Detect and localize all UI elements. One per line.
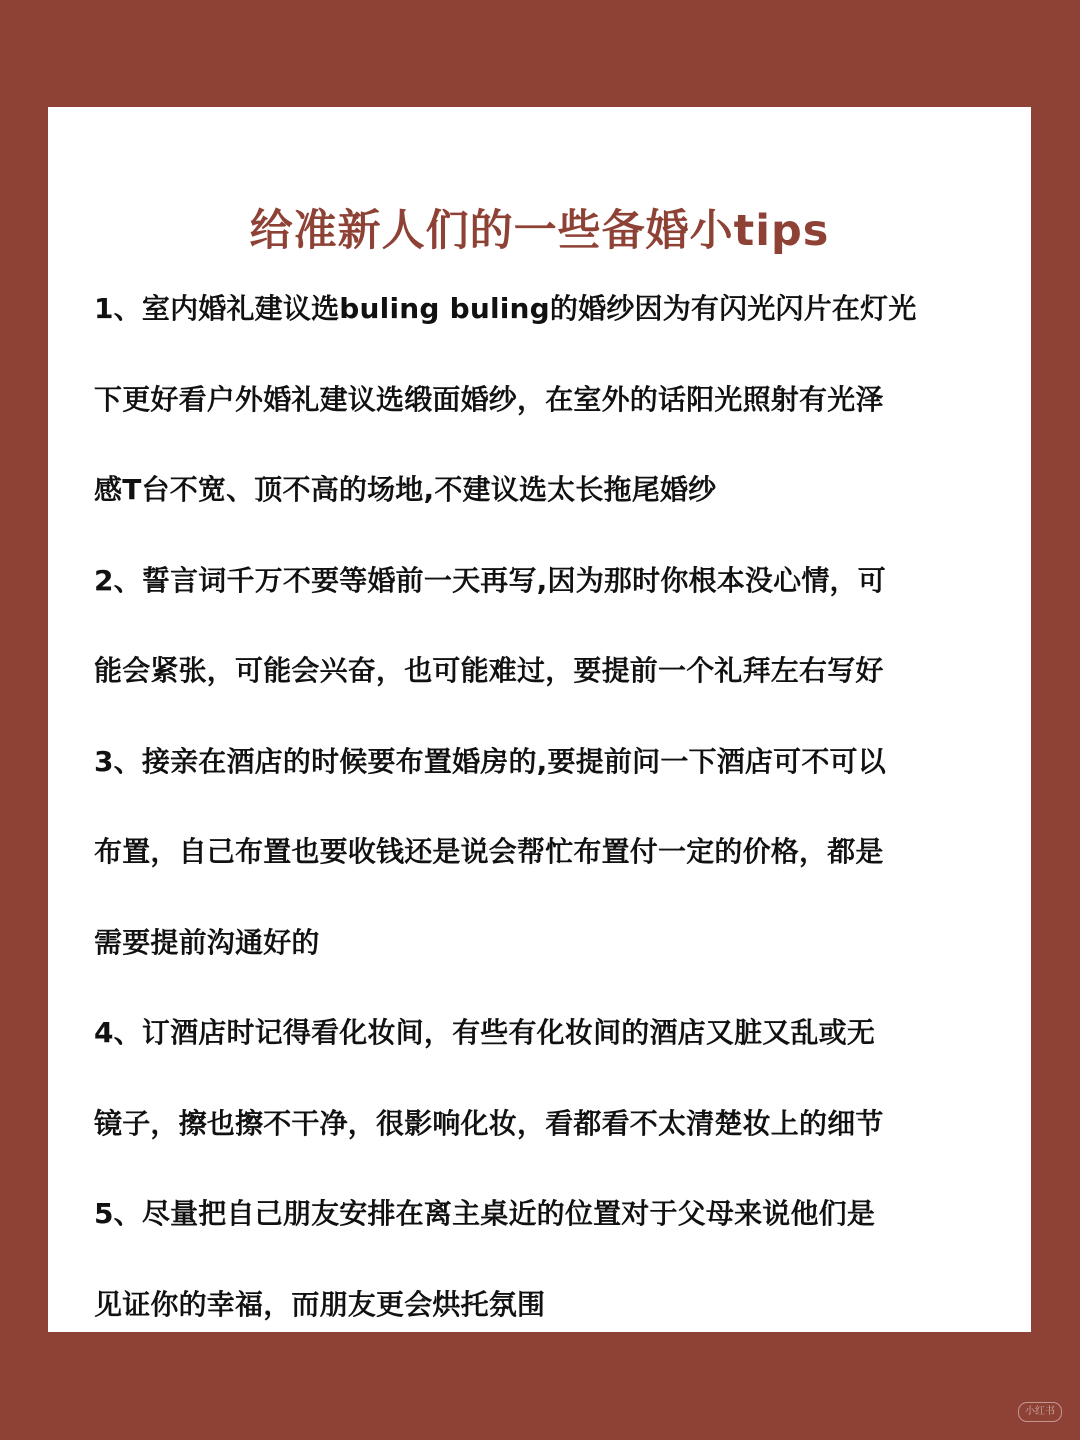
text-line: 4、订酒店时记得看化妆间，有些有化妆间的酒店又脏又乱或无 xyxy=(94,1016,876,1049)
text-line: 见证你的幸福，而朋友更会烘托氛围 xyxy=(94,1287,546,1321)
text-line: 布置，自己布置也要收钱还是说会帮忙布置付一定的价格，都是 xyxy=(94,835,884,868)
text-line: 下更好看户外婚礼建议选缎面婚纱，在室外的话阳光照射有光泽 xyxy=(94,382,884,416)
tips-text xyxy=(94,264,986,1332)
content-card xyxy=(48,107,1031,1332)
text-line: 5、尽量把自己朋友安排在离主桌近的位置对于父母来说他们是 xyxy=(94,1197,876,1230)
text-line: 3、接亲在酒店的时候要布置婚房的,要提前问一下酒店可不可以 xyxy=(94,744,886,778)
watermark-logo: 小红书 xyxy=(1018,1402,1062,1422)
text-line: 能会紧张，可能会兴奋，也可能难过，要提前一个礼拜左右写好 xyxy=(94,654,884,687)
text-line: 感T台不宽、顶不高的场地,不建议选太长拖尾婚纱 xyxy=(94,473,717,506)
text-line: 1、室内婚礼建议选buling buling的婚纱因为有闪光闪片在灯光 xyxy=(94,292,917,325)
text-line: 2、誓言词千万不要等婚前一天再写,因为那时你根本没心情，可 xyxy=(94,563,886,597)
text-line: 需要提前沟通好的 xyxy=(94,925,320,959)
page-title: 给准新人们的一些备婚小tips xyxy=(249,206,830,256)
text-line: 镜子，擦也擦不干净，很影响化妆，看都看不太清楚妆上的细节 xyxy=(94,1106,884,1140)
